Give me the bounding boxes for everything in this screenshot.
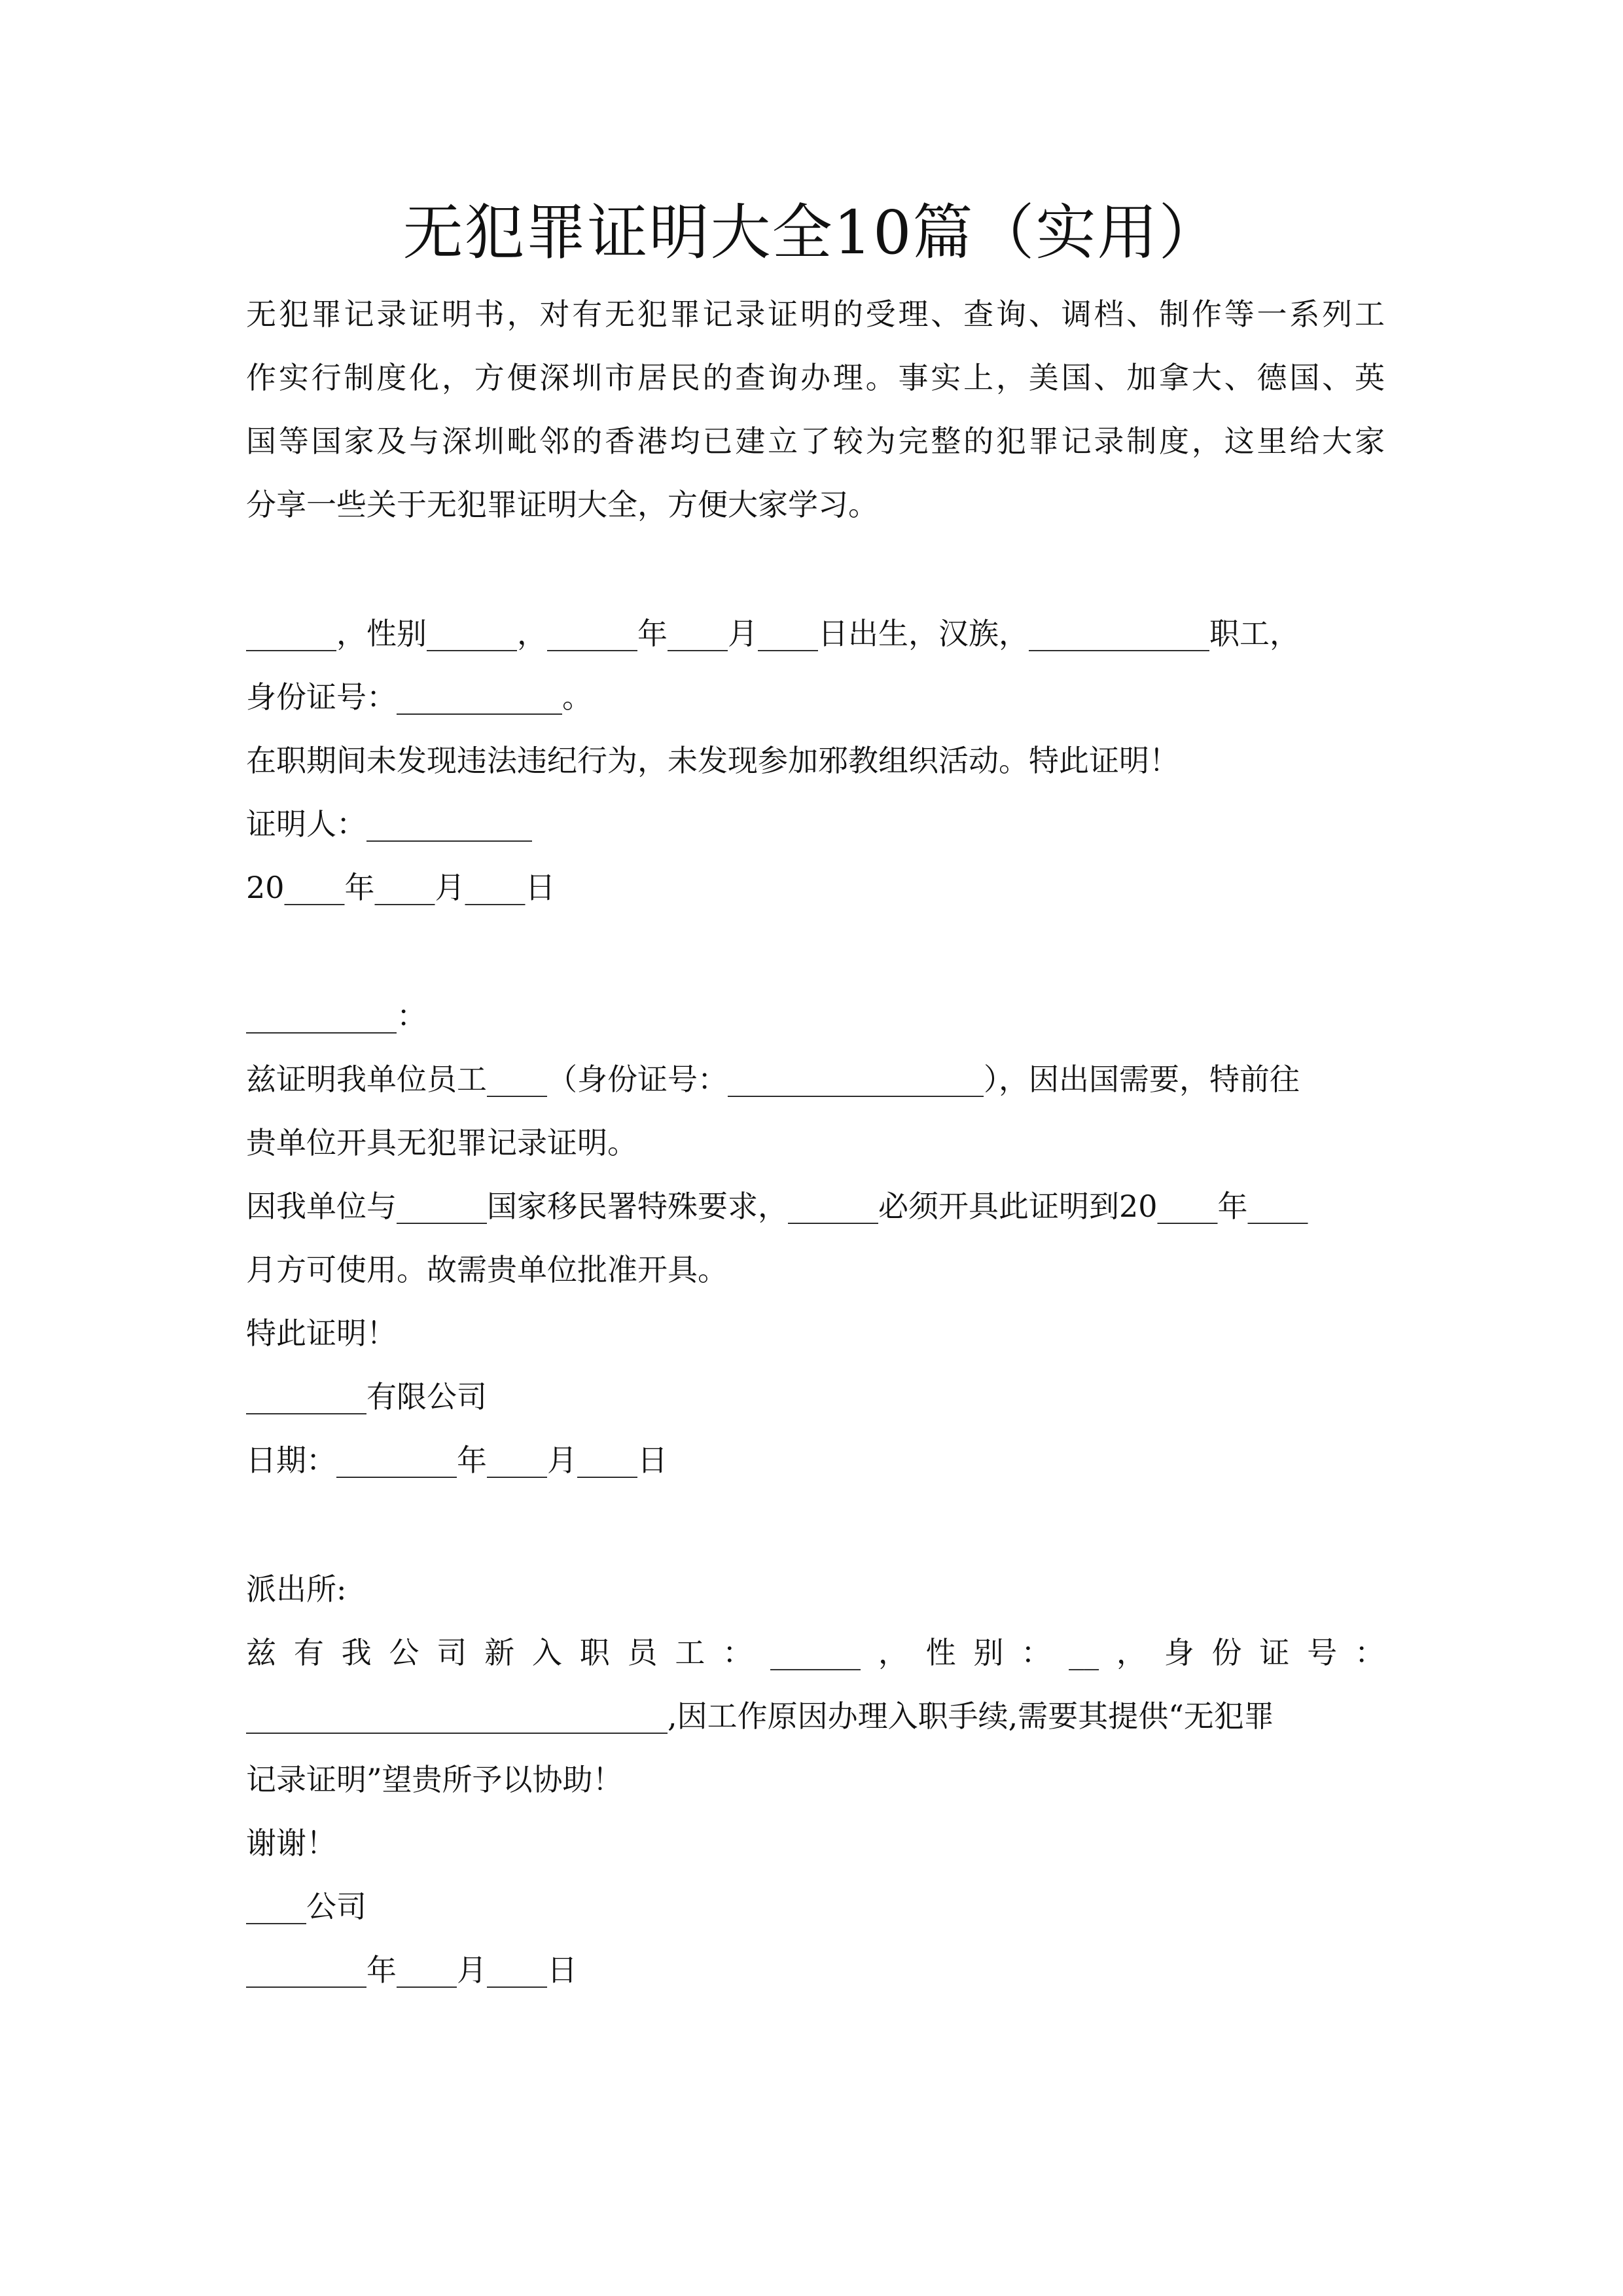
intro-line: 作实行制度化，方便深圳市居民的查询办理。事实上，美国、加拿大、德国、英 — [246, 360, 1385, 395]
section2-addressee: __________： — [246, 998, 427, 1033]
section2-line: 因我单位与______国家移民署特殊要求，______必须开具此证明到20____年____ — [246, 1189, 1308, 1224]
section3-line: ____________________________,因工作原因办理入职手续,需要其提供“无犯罪 — [246, 1698, 1274, 1734]
section2-closing: 特此证明！ — [246, 1316, 397, 1351]
section1-signer: 证明人：___________ — [246, 806, 532, 842]
section2-date: 日期：________年____月____日 — [246, 1443, 668, 1478]
section3-line: 记录证明”望贵所予以协助！ — [246, 1762, 623, 1797]
section3-date: ________年____月____日 — [246, 1952, 577, 1988]
intro-line: 无犯罪记录证明书，对有无犯罪记录证明的受理、查询、调档、制作等一系列工 — [246, 296, 1385, 332]
section1-line: 身份证号：___________。 — [246, 679, 592, 715]
section2-line: 兹证明我单位员工____（身份证号：_________________），因出国需要，特前往 — [246, 1062, 1300, 1097]
section1-line: 在职期间未发现违法违纪行为，未发现参加邪教组织活动。特此证明！ — [246, 743, 1179, 778]
section2-line: 贵单位开具无犯罪记录证明。 — [246, 1125, 637, 1160]
section1-date: 20____年____月____日 — [246, 870, 556, 905]
section2-line: 月方可使用。故需贵单位批准开具。 — [246, 1252, 728, 1287]
section3-addressee: 派出所: — [246, 1571, 347, 1607]
section3-company: ____公司 — [246, 1889, 366, 1924]
intro-line: 国等国家及与深圳毗邻的香港均已建立了较为完整的犯罪记录制度，这里给大家 — [246, 423, 1385, 459]
section3-thanks: 谢谢！ — [246, 1825, 336, 1861]
document-title: 无犯罪证明大全10篇（实用） — [402, 198, 1221, 268]
section2-company: ________有限公司 — [246, 1379, 487, 1414]
intro-line: 分享一些关于无犯罪证明大全，方便大家学习。 — [246, 487, 878, 522]
section3-line: 兹有我公司新入职员工：______，性别：__，身份证号： — [246, 1635, 1385, 1670]
section1-line: ______，性别______，______年____月____日出生，汉族，____________职工， — [246, 616, 1300, 651]
